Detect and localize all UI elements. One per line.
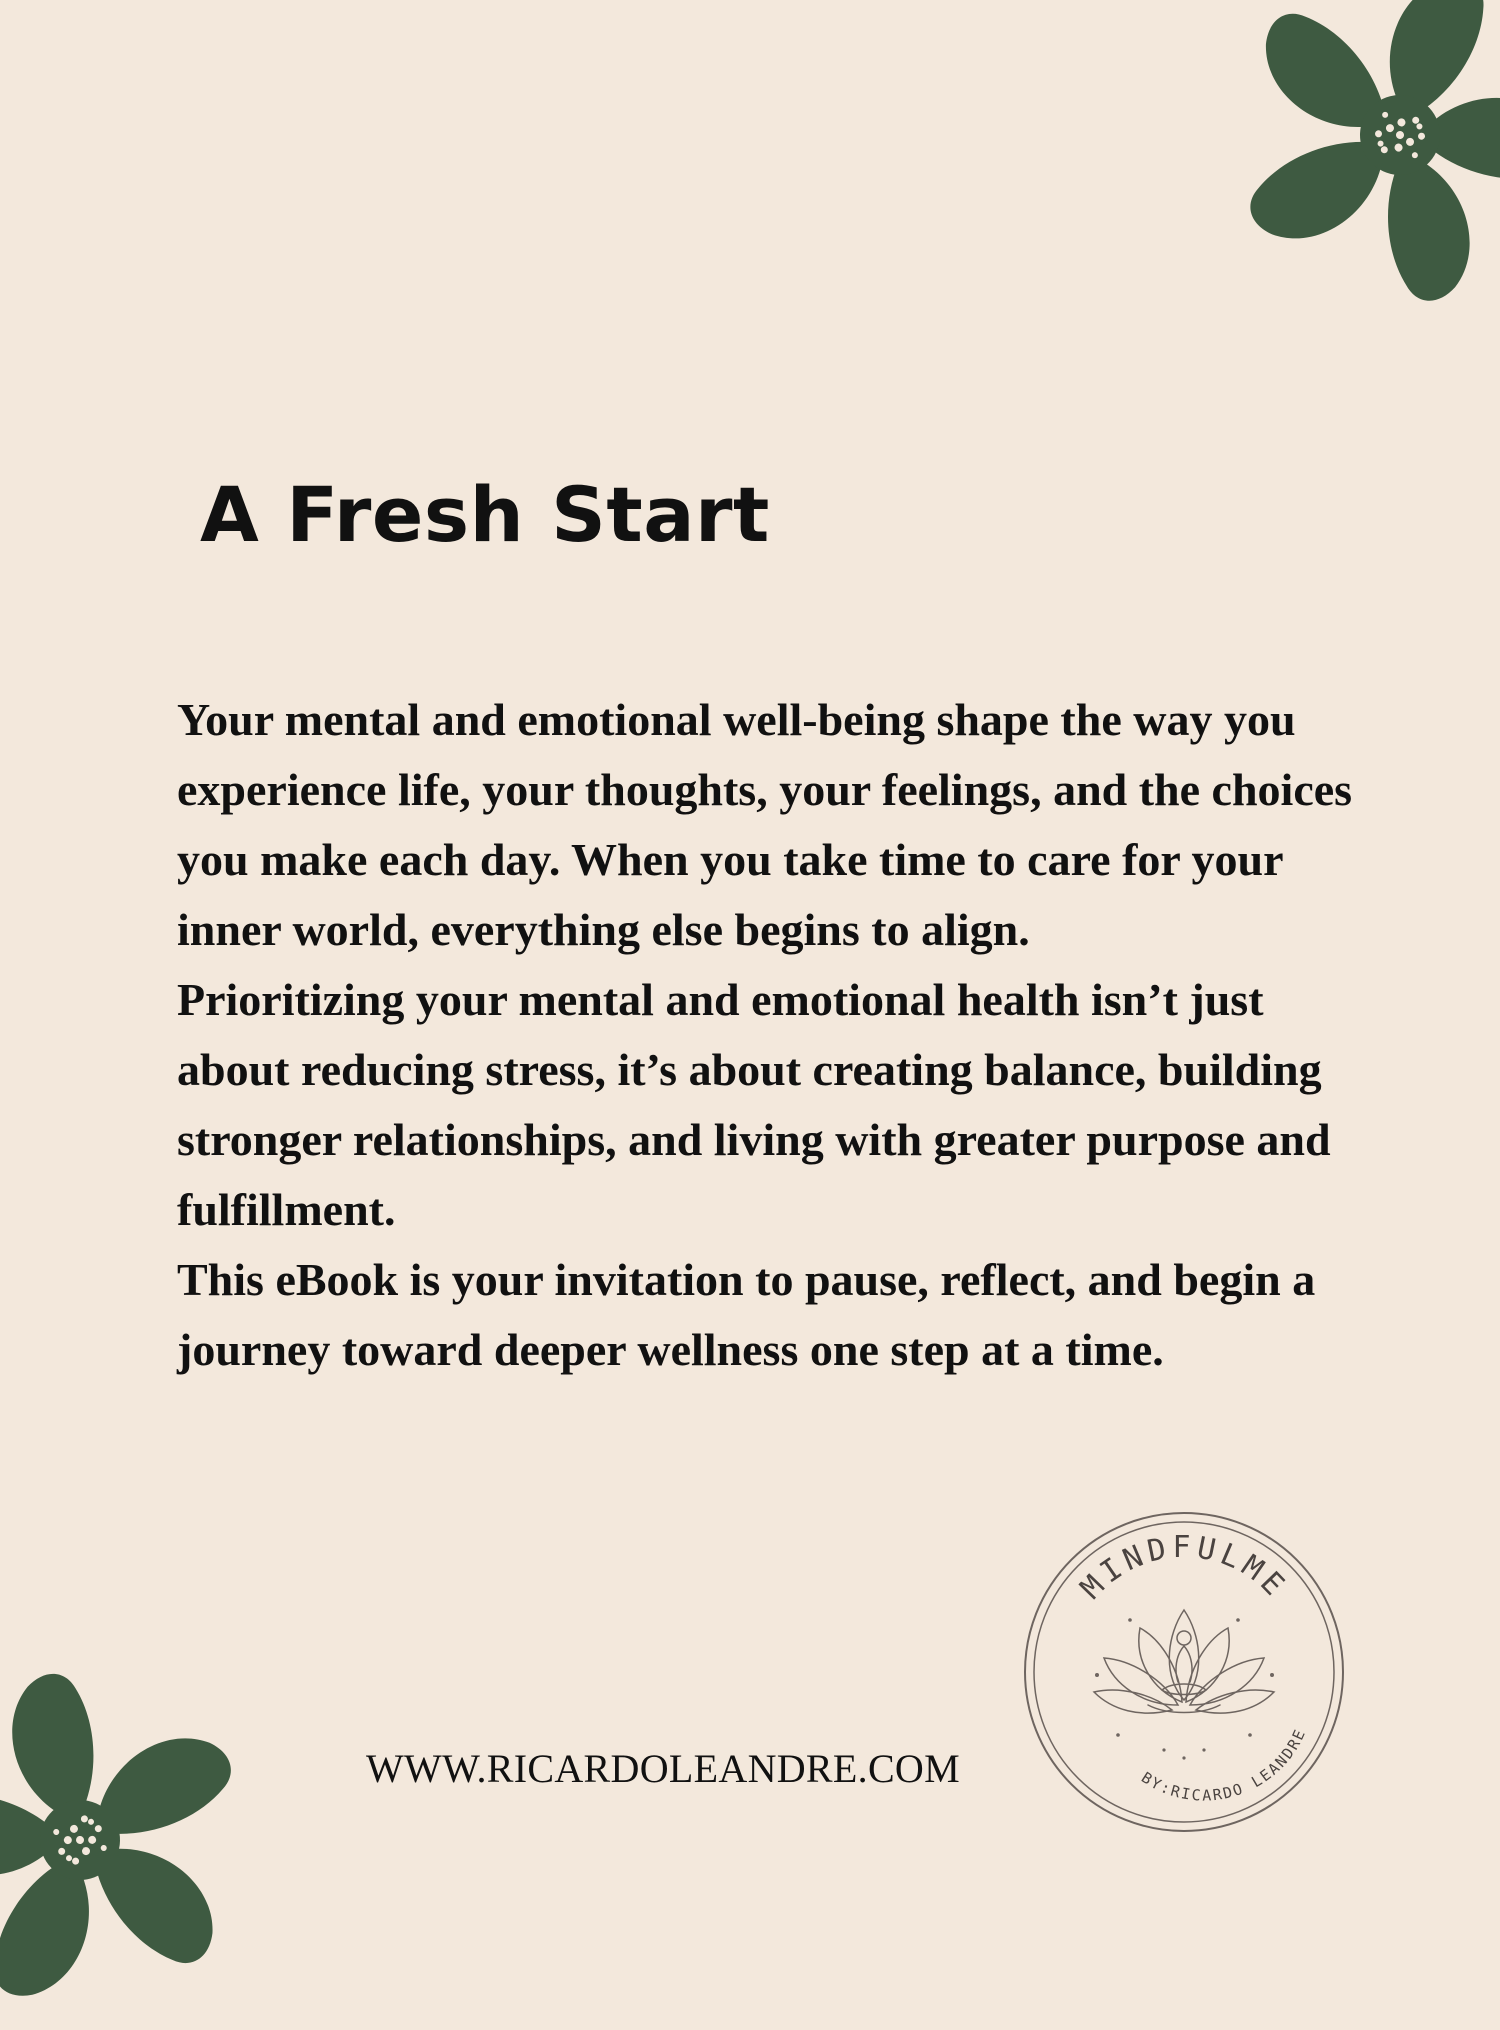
svg-text:BY:RICARDO LEANDRE — [1138, 1725, 1310, 1804]
flower-icon — [1230, 0, 1500, 310]
paragraph: Prioritizing your mental and emotional health isn’t just about reducing stress, it’s about creating balance, building stronger relationships, and living with greater purpose and fulfillment. — [177, 974, 1331, 1235]
logo-byline-text: BY:RICARDO LEANDRE — [1138, 1725, 1310, 1805]
flower-icon — [0, 1650, 250, 2030]
page-title: A Fresh Start — [200, 470, 770, 559]
mindfulme-logo — [1022, 1510, 1347, 1835]
paragraph: Your mental and emotional well-being shape the way you experience life, your thoughts, your feelings, and the choices you make each day. When you take time to care for your inner world, everything else begins to align. — [177, 694, 1353, 955]
logo-brand-text: MINDFULME — [1073, 1530, 1295, 1607]
paragraph: This eBook is your invitation to pause, reflect, and begin a journey toward deeper wellness one step at a time. — [177, 1254, 1316, 1375]
svg-text:MINDFULME — [1074, 1530, 1294, 1606]
website-url: WWW.RICARDOLEANDRE.COM — [366, 1746, 960, 1791]
body-text — [177, 685, 1357, 1385]
lotus-meditation-icon — [1094, 1610, 1274, 1713]
